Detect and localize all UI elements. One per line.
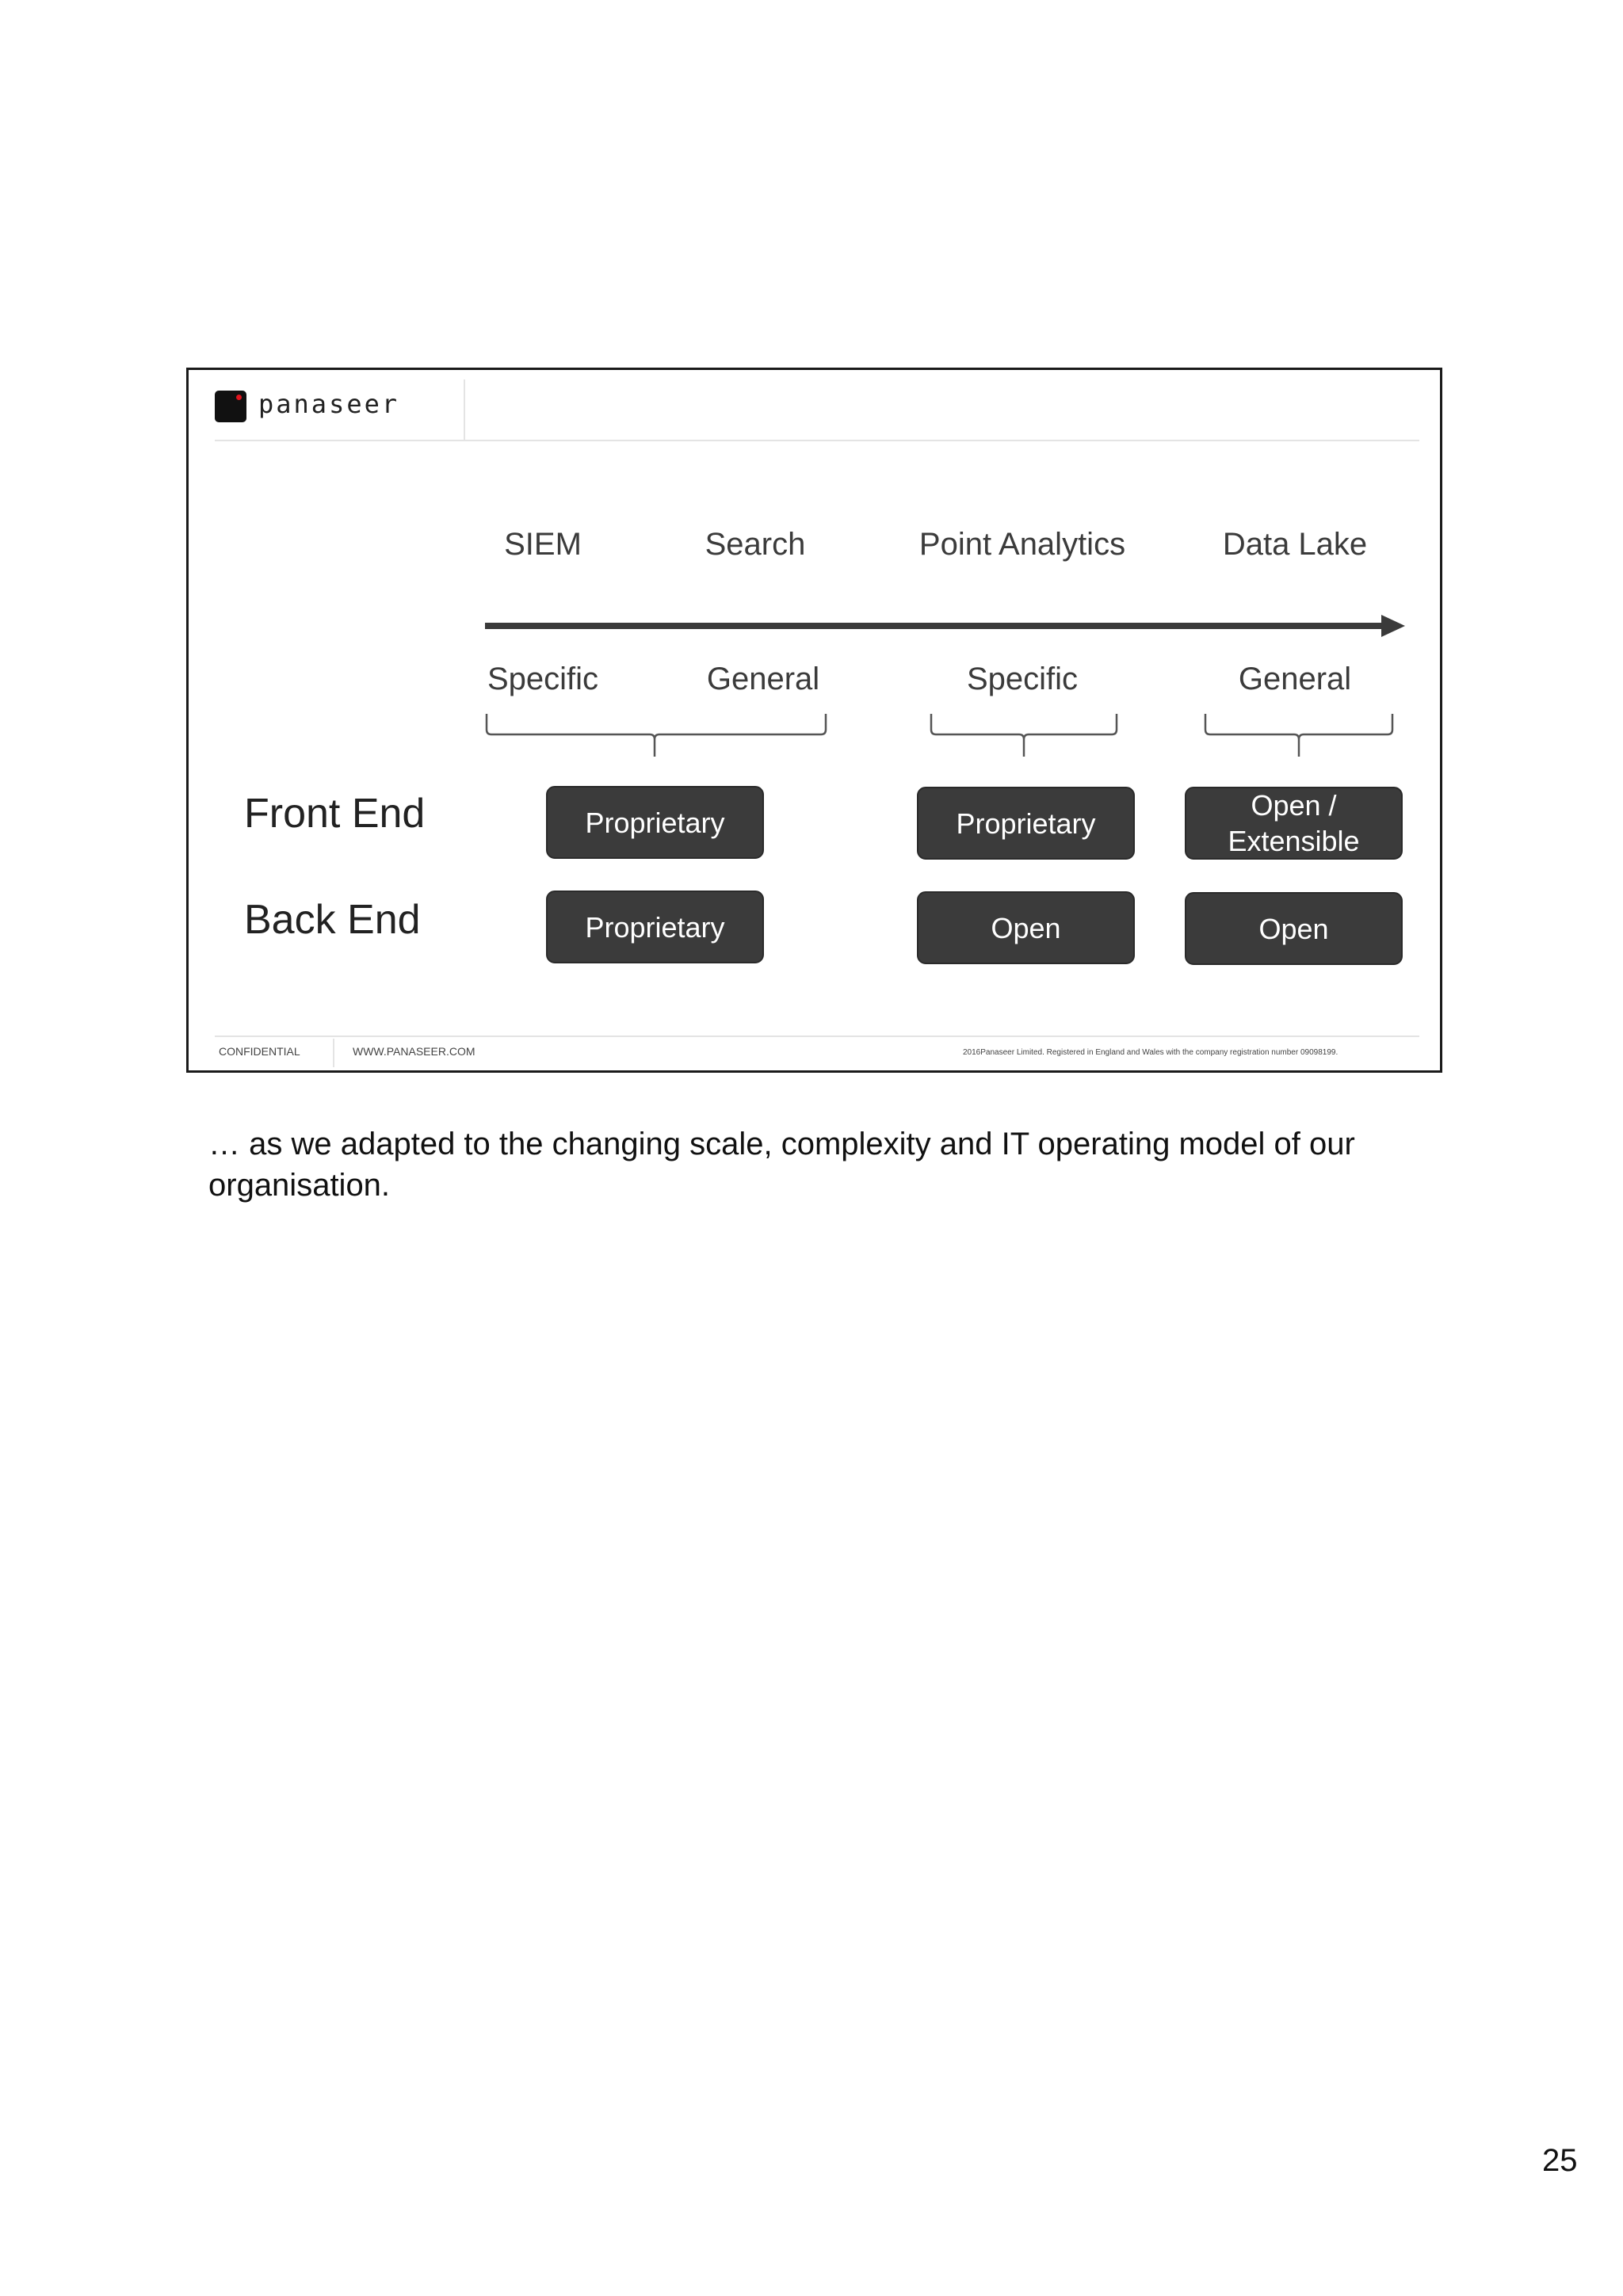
column-label-siem: SIEM <box>504 527 582 562</box>
brace-icon-data-lake <box>1204 712 1394 760</box>
brace-icon-siem-search <box>485 712 827 760</box>
sublabel-general-2: General <box>1238 662 1352 696</box>
front-end-data-lake-tag: Open / Extensible <box>1185 787 1403 860</box>
back-end-point-analytics-tag: Open <box>917 891 1135 964</box>
row-label-front-end: Front End <box>244 791 426 837</box>
header-divider <box>464 379 465 441</box>
front-end-point-analytics-tag: Proprietary <box>917 787 1135 860</box>
footer-confidential: CONFIDENTIAL <box>219 1045 300 1058</box>
footer-legal: 2016Panaseer Limited. Registered in England and Wales with the company registration number 09098199. <box>963 1048 1338 1057</box>
arrow-head-icon <box>1381 615 1405 637</box>
column-label-data-lake: Data Lake <box>1222 527 1368 562</box>
column-label-point-analytics: Point Analytics <box>918 527 1126 562</box>
row-label-back-end: Back End <box>244 897 421 943</box>
panaseer-logo-icon <box>215 391 246 422</box>
sublabel-general-1: General <box>706 662 820 696</box>
page-number: 25 <box>1542 2143 1578 2178</box>
footer-rule <box>215 1035 1419 1037</box>
back-end-data-lake-tag: Open <box>1185 892 1403 965</box>
spectrum-arrow-line <box>485 623 1384 629</box>
sublabel-specific-2: Specific <box>966 662 1079 696</box>
brace-icon-point-analytics <box>930 712 1118 760</box>
sublabel-specific-1: Specific <box>487 662 599 696</box>
logo-text: panaseer <box>258 389 400 419</box>
footer-website: WWW.PANASEER.COM <box>353 1045 475 1058</box>
header-rule <box>215 440 1419 441</box>
column-label-search: Search <box>705 527 806 562</box>
slide <box>186 368 1442 1073</box>
back-end-siem-search-tag: Proprietary <box>546 891 764 963</box>
front-end-siem-search-tag: Proprietary <box>546 786 764 859</box>
caption-text: … as we adapted to the changing scale, complexity and IT operating model of our organisation. <box>208 1127 1355 1203</box>
footer-divider <box>333 1039 334 1067</box>
